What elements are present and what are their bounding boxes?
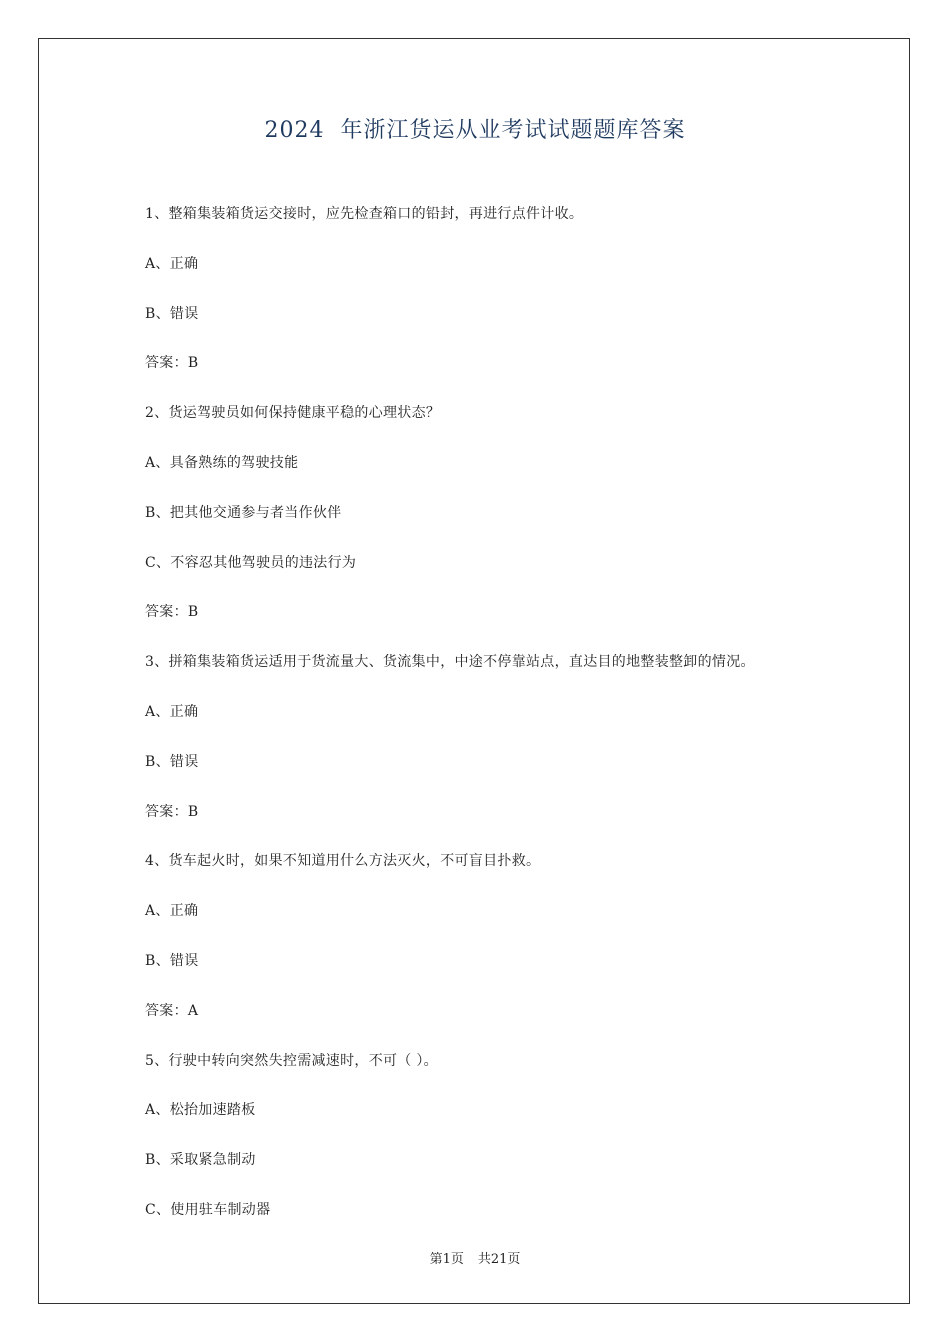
question-2-option-a: A、具备熟练的驾驶技能	[145, 454, 299, 471]
question-3-option-a: A、正确	[145, 703, 199, 720]
question-3-stem: 3、拼箱集装箱货运适用于货流量大、货流集中，中途不停靠站点，直达目的地整装整卸的情况。	[145, 654, 755, 671]
question-3-option-b: B、错误	[145, 753, 199, 770]
question-3-answer: 答案：B	[145, 803, 199, 820]
question-2-stem: 2、货运驾驶员如何保持健康平稳的心理状态？	[145, 405, 441, 422]
page-footer	[0, 1248, 950, 1267]
question-5-stem: 5、行驶中转向突然失控需减速时，不可（ ）。	[145, 1052, 438, 1069]
page-total: 共21页	[477, 1252, 521, 1267]
document-title: 2024 年浙江货运从业考试试题题库答案	[264, 118, 686, 143]
question-2-answer: 答案：B	[145, 604, 199, 621]
question-1-option-a: A、正确	[145, 255, 199, 272]
question-1-answer: 答案：B	[145, 355, 199, 372]
question-2-option-b: B、把其他交通参与者当作伙伴	[145, 504, 342, 521]
question-5-option-c: C、使用驻车制动器	[145, 1201, 271, 1218]
page-number: 第1页	[429, 1252, 464, 1267]
question-list	[145, 202, 845, 1248]
question-1-option-b: B、错误	[145, 305, 199, 322]
question-2-option-c: C、不容忍其他驾驶员的违法行为	[145, 554, 357, 571]
question-5-option-a: A、松抬加速踏板	[145, 1102, 256, 1119]
question-4-option-b: B、错误	[145, 952, 199, 969]
question-5-option-b: B、采取紧急制动	[145, 1152, 256, 1169]
question-4-answer: 答案：A	[145, 1002, 199, 1019]
question-4-option-a: A、正确	[145, 903, 199, 920]
question-4-stem: 4、货车起火时，如果不知道用什么方法灭火，不可盲目扑救。	[145, 853, 541, 870]
question-1-stem: 1、整箱集装箱货运交接时，应先检查箱口的铅封，再进行点件计收。	[145, 206, 584, 222]
